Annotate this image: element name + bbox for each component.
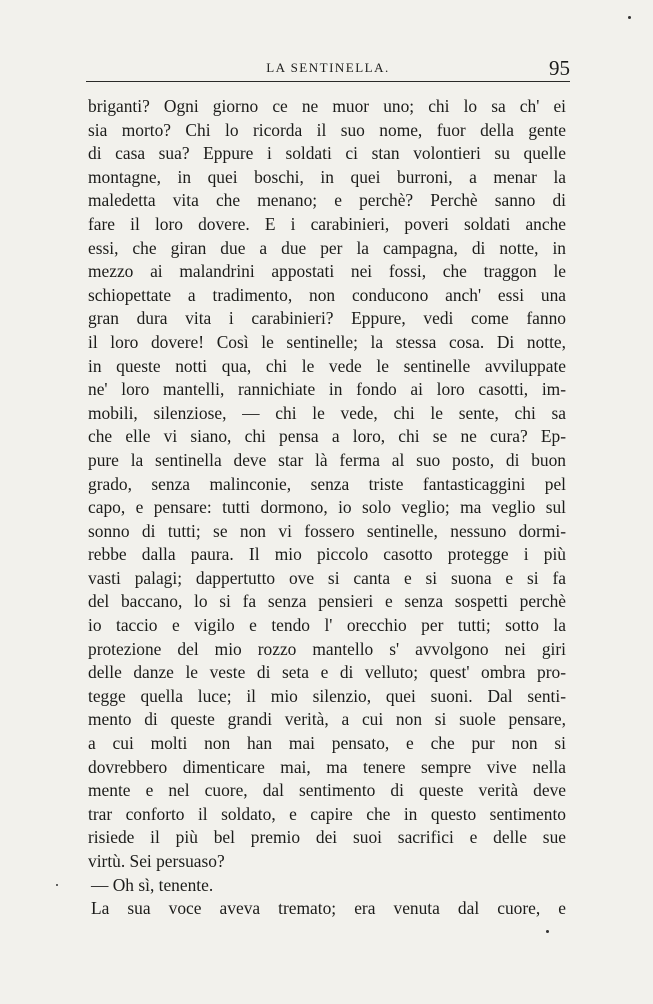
page-number: 95 [549, 56, 570, 80]
text-line: dovrebbero dimenticare mai, ma tenere sempre vive nella [88, 756, 566, 777]
header-rule [86, 81, 570, 82]
text-line: vasti palagi; dappertutto ove si canta e si suona e si fa [88, 567, 566, 588]
text-line: che elle vi siano, chi pensa a loro, chi se ne cura? Ep- [88, 426, 566, 447]
text-line: gran dura vita i carabinieri? Eppure, vedi come fanno [88, 308, 566, 329]
running-title: LA SENTINELLA. [266, 60, 390, 75]
text-line: di casa sua? Eppure i soldati ci stan volontieri su quelle [88, 143, 566, 164]
text-line: montagne, in quei boschi, in quei burroni, a menar la [88, 166, 566, 187]
dialogue-line: — Oh sì, tenente. [91, 874, 214, 895]
print-speck [56, 884, 58, 886]
text-line: io taccio e vigilo e tendo l' orecchio per tutti; sotto la [88, 615, 566, 636]
text-line: risiede il più bel premio dei suoi sacrifici e delle sue [88, 827, 566, 848]
text-line: tegge quella luce; il mio silenzio, quei suoni. Dal senti- [88, 685, 566, 706]
text-line: sia morto? Chi lo ricorda il suo nome, fuor della gente [88, 119, 566, 140]
text-line: briganti? Ogni giorno ce ne muor uno; chi lo sa ch' ei [88, 96, 566, 116]
text-line: rebbe dalla paura. Il mio piccolo casotto protegge i più [88, 544, 566, 565]
text-line: il loro dovere! Così le sentinelle; la stessa cosa. Di notte, [88, 331, 566, 352]
text-line: protezione del mio rozzo mantello s' avvolgono nei giri [88, 638, 566, 659]
running-header [86, 58, 570, 82]
text-line: fare il loro dovere. E i carabinieri, poveri soldati anche [88, 213, 566, 234]
text-line: virtù. Sei persuaso? [88, 851, 225, 871]
text-line: sonno di tutti; se non vi fossero sentinelle, nessuno dormi- [88, 520, 566, 541]
text-line: pure la sentinella deve star là ferma al suo posto, di buon [88, 449, 566, 470]
text-line: La sua voce aveva tremato; era venuta dal cuore, e [91, 898, 566, 919]
text-line: essi, che giran due a due per la campagna, di notte, in [88, 237, 566, 258]
text-line: maledetta vita che menano; e perchè? Perchè sanno di [88, 190, 566, 211]
text-line: ne' loro mantelli, rannichiate in fondo ai loro casotti, im- [88, 379, 566, 400]
text-line: trar conforto il soldato, e capire che in questo sentimento [88, 803, 566, 824]
print-speck [546, 930, 549, 933]
text-line: mobili, silenziose, — chi le vede, chi le sente, chi sa [88, 402, 566, 423]
text-line: del baccano, lo si fa senza pensieri e senza sospetti perchè [88, 591, 566, 612]
text-line: schiopettate a tradimento, non conducono anch' essi una [88, 284, 566, 305]
text-line: a cui molti non han mai pensato, e che pur non si [88, 733, 566, 754]
text-line: in queste notti qua, chi le vede le sentinelle avviluppate [88, 355, 566, 376]
text-line: mezzo ai malandrini appostati nei fossi, che traggon le [88, 261, 566, 282]
text-line: mente e nel cuore, dal sentimento di queste verità deve [88, 780, 566, 801]
text-line: delle danze le veste di seta e di velluto; quest' ombra pro- [88, 662, 566, 683]
print-speck [628, 16, 631, 19]
text-line: grado, senza malinconie, senza triste fantasticaggini pel [88, 473, 566, 494]
body-text [88, 95, 566, 921]
text-line: mento di queste grandi verità, a cui non si suole pensare, [88, 709, 566, 730]
text-line: capo, e pensare: tutti dormono, io solo veglio; ma veglio sul [88, 497, 566, 518]
